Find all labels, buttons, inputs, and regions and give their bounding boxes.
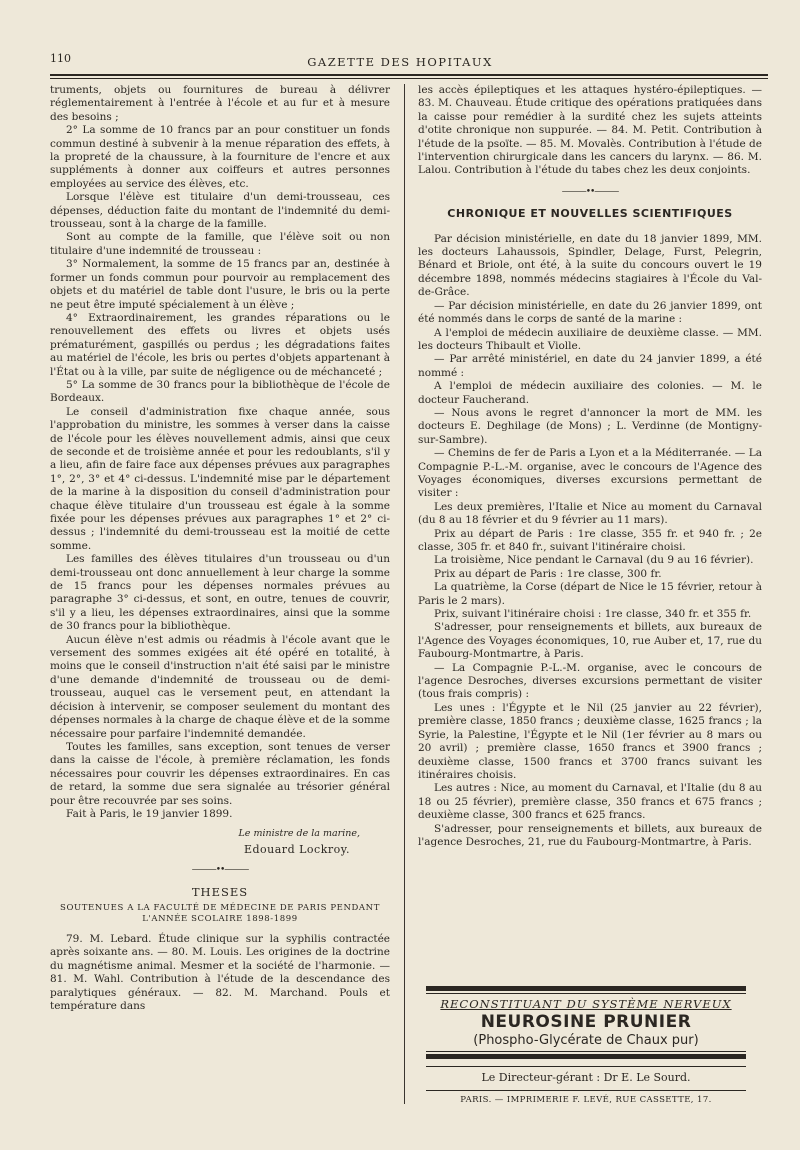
ad-bottom-rule — [426, 1054, 746, 1059]
paragraph: Le conseil d'administration fixe chaque année, sous l'approbation du ministre, les sommes à verser dans la caisse de l'école pour les élèves nouvellement admis, ainsi que ceux de seconde et de troisième année et pour les redoublants, s'il y a lieu, afin de faire face aux dépenses prévues aux paragraphes 1°, 2°, 3° et 4° ci-dessus. L'indemnité mise par le département de la marine à la disposition du conseil d'administration pour chaque élève titulaire d'un trousseau est égale à la somme fixée pour les dépenses prévues aux paragraphes 1° et 2° ci-dessus ; l'indemnité du demi-trousseau est la moitié de cette somme. — [50, 405, 390, 552]
paragraph: S'adresser, pour renseignements et billets, aux bureaux de l'agence Desroches, 21, rue du Faubourg-Montmartre, à Paris. — [418, 822, 762, 848]
theses-subheading: SOUTENUES A LA FACULTÉ DE MÉDECINE DE PARIS PENDANT L'ANNÉE SCOLAIRE 1898-1899 — [60, 902, 380, 924]
paragraph: Par décision ministérielle, en date du 18 janvier 1899, MM. les docteurs Lahaussois, Spindler, Delage, Furst, Pelegrin, Bénard et Briole, ont été, à la suite du concours ouvert le 19 décembre 1898, nommés médecins stagiaires à l'École du Val-de-Grâce. — [418, 232, 762, 299]
paragraph: — Par arrêté ministériel, en date du 24 janvier 1899, a été nommé : — [418, 353, 762, 379]
paragraph: A l'emploi de médecin auxiliaire de deuxième classe. — MM. les docteurs Thibault et Violle. — [418, 326, 762, 352]
chronique-heading: CHRONIQUE ET NOUVELLES SCIENTIFIQUES — [447, 207, 733, 221]
paragraph: La quatrième, la Corse (départ de Nice le 15 février, retour à Paris le 2 mars). — [418, 581, 762, 607]
paragraph: — Par décision ministérielle, en date du 26 janvier 1899, ont été nommés dans le corps de santé de la marine : — [418, 299, 762, 326]
paragraph: — Nous avons le regret d'annoncer la mort de MM. les docteurs E. Deghilage (de Mons) ; L. Verdinne (de Montigny-sur-Sambre). — [418, 406, 762, 446]
right-column — [418, 84, 762, 849]
column-divider — [404, 84, 405, 1104]
ad-bottom-thin-rule — [426, 1051, 746, 1052]
paragraph: Sont au compte de la famille, que l'élève soit ou non titulaire d'une indemnité de trousseau : — [50, 231, 390, 257]
page-number: 110 — [50, 52, 71, 65]
paragraph: Les autres : Nice, au moment du Carnaval, et l'Italie (du 8 au 18 ou 25 février), première classe, 350 francs et 675 francs ; deuxième classe, 300 francs et 625 francs. — [418, 782, 762, 822]
separator-ornament: ———••——— — [191, 865, 249, 876]
paragraph: — Chemins de fer de Paris a Lyon et a la Méditerranée. — La Compagnie P.-L.-M. organise, avec le concours de l'Agence des Voyages économiques, diverses excursions permettant de visiter : — [418, 447, 762, 500]
theses-heading: THESES — [191, 884, 249, 899]
signature-title: Le ministre de la marine, — [238, 828, 360, 840]
theses-list-continued: les accès épileptiques et les attaques hystéro-épileptiques. — 83. M. Chauveau. Étude critique des opérations pratiquées dans la caisse pour remédier à la surdité chez les sujets atteints d'otite chronique non suppurée. — 84. M. Petit. Contribution à l'étude de la psoïte. — 85. M. Movalès. Contribution à l'étude de l'intervention chirurgicale dans les cancers du larynx. — 86. M. Lalou. Contribution à l'étude du tabes chez les deux conjoints. — [418, 84, 762, 177]
paragraph: 3° Normalement, la somme de 15 francs par an, destinée à former un fonds commun pour pourvoir au remplacement des objets et du matériel de table dont l'usure, le bris ou la perte ne peut être imputé spécialement à un élève ; — [50, 258, 390, 311]
paragraph: 4° Extraordinairement, les grandes réparations ou le renouvellement des effets ou livres et objets usés prématurément, gaspillés ou perdus ; les dégradations faites au matériel de l'école, les bris ou pertes d'objets appartenant à l'État ou à la ville, par suite de négligence ou de méchanceté ; — [50, 311, 390, 378]
paragraph: Prix, suivant l'itinéraire choisi : 1re classe, 340 fr. et 355 fr. — [434, 608, 752, 621]
separator-ornament: ———••——— — [561, 186, 619, 197]
ad-product-description: (Phospho-Glycérate de Chaux pur) — [473, 1033, 699, 1048]
running-title: GAZETTE DES HOPITAUX — [307, 55, 493, 69]
paragraph: La troisième, Nice pendant le Carnaval (du 9 au 16 février). — [434, 554, 754, 567]
paragraph: Prix au départ de Paris : 1re classe, 355 fr. et 940 fr. ; 2e classe, 305 fr. et 840 fr., suivant l'itinéraire choisi. — [418, 527, 762, 553]
theses-list: 79. M. Lebard. Étude clinique sur la syphilis contractée après soixante ans. — 80. M. Louis. Les origines de la doctrine du magnétisme animal. Mesmer et la société de l'harmonie. — 81. M. Wahl. Contribution à l'étude de la descendance des paralytiques généraux. — 82. M. Marchand. Pouls et température dans — [50, 932, 390, 1012]
paragraph: — La Compagnie P.-L.-M. organise, avec le concours de l'agence Desroches, diverses excursions permettant de visiter (tous frais compris) : — [418, 661, 762, 701]
paragraph: Les deux premières, l'Italie et Nice au moment du Carnaval (du 8 au 18 février et du 9 février au 11 mars). — [418, 500, 762, 527]
paragraph: Les unes : l'Égypte et le Nil (25 janvier au 22 février), première classe, 1850 francs ; deuxième classe, 1625 francs ; la Syrie, la Palestine, l'Égypte et le Nil (1er février au 8 mars ou 20 avril) ; première classe, 1650 francs et 3900 francs ; deuxième classe, 1500 francs et 3700 francs suivant les itinéraires choisis. — [418, 701, 762, 781]
paragraph: Toutes les familles, sans exception, sont tenues de verser dans la caisse de l'école, à première réclamation, les fonds nécessaires pour couvrir les dépenses extraordinaires. En cas de retard, la somme due sera signalée au trésorier général pour être recouvrée par ses soins. — [50, 740, 390, 807]
paragraph: 2° La somme de 10 francs par an pour constituer un fonds commun destiné à subvenir à la menue réparation des effets, à la propreté de la chaussure, à la fourniture de l'encre et aux suppléments à donner aux coiffeurs et autres personnes employées au service des élèves, etc. — [50, 124, 390, 190]
ad-top-rule — [426, 986, 746, 991]
ad-top-thin-rule — [426, 993, 746, 994]
ad-tagline: RECONSTITUANT DU SYSTÈME NERVEUX — [440, 997, 732, 1011]
paragraph: A l'emploi de médecin auxiliaire des colonies. — M. le docteur Faucherand. — [418, 380, 762, 406]
paragraph: Fait à Paris, le 19 janvier 1899. — [66, 807, 233, 820]
signature-name: Edouard Lockroy. — [243, 842, 350, 856]
paragraph: S'adresser, pour renseignements et billets, aux bureaux de l'Agence des Voyages économiques, 10, rue Auber et, 17, rue du Faubourg-Montmartre, à Paris. — [418, 621, 762, 661]
advertisement-box — [426, 986, 746, 1059]
director-line: Le Directeur-gérant : Dr E. Le Sourd. — [426, 1066, 746, 1084]
paragraph: Les familles des élèves titulaires d'un trousseau ou d'un demi-trousseau ont donc annuellement à leur charge la somme de 15 francs pour les dépenses normales prévues au paragraphe 3° ci-dessus, et sont, en outre, tenues de couvrir, s'il y a lieu, les dépenses extraordinaires, ainsi que la somme de 30 francs pour la bibliothèque. — [50, 553, 390, 633]
printer-line: PARIS. — IMPRIMERIE F. LEVÉ, RUE CASSETTE, 17. — [426, 1090, 746, 1105]
paragraph: Lorsque l'élève est titulaire d'un demi-trousseau, ces dépenses, déduction faite du montant de l'indemnité du demi-trousseau, sont à la charge de la famille. — [50, 191, 390, 231]
paragraph: Aucun élève n'est admis ou réadmis à l'école avant que le versement des sommes exigées ait été opéré en totalité, à moins que le conseil d'instruction n'ait été saisi par le ministre d'une demande d'indemnité de trousseau ou de demi-trousseau, auquel cas le versement peut, en attendant la décision à intervenir, se composer seulement du montant des dépenses normales à la charge de chaque élève et de la somme nécessaire pour parfaire l'indemnité demandée. — [50, 633, 390, 740]
ad-product-name: NEUROSINE PRUNIER — [480, 1012, 692, 1032]
paragraph: truments, objets ou fournitures de bureau à délivrer réglementairement à l'entrée à l'école et au fur et à mesure des besoins ; — [50, 84, 390, 123]
header-rule — [50, 74, 768, 79]
paragraph: Prix au départ de Paris : 1re classe, 300 fr. — [434, 567, 662, 580]
paragraph: 5° La somme de 30 francs pour la bibliothèque de l'école de Bordeaux. — [50, 378, 390, 405]
left-column — [50, 84, 390, 1013]
